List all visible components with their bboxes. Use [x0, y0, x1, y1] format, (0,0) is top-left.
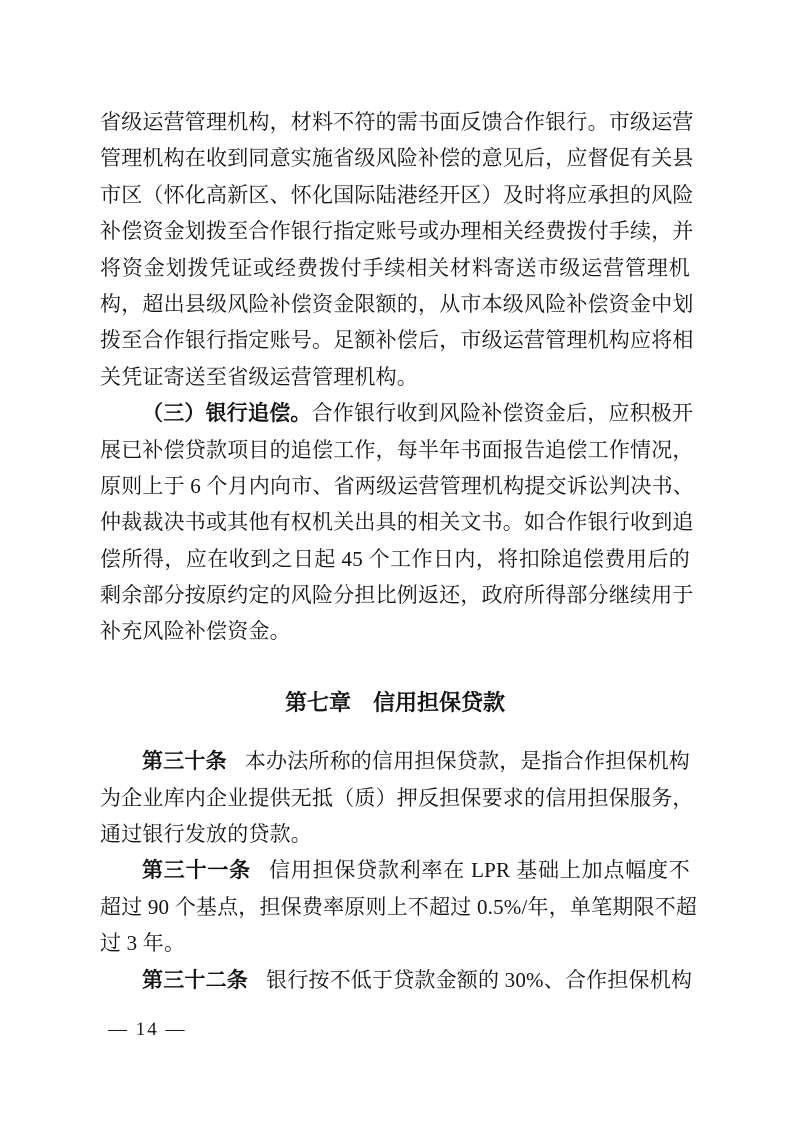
body-text: [100, 104, 698, 998]
text-line: 将资金划拨凭证或经费拨付手续相关材料寄送市级运营管理机: [100, 255, 690, 280]
text-line: [100, 743, 690, 779]
item-lead-label: （三）银行追偿。: [142, 402, 312, 426]
page-number: — 14 —: [108, 1019, 187, 1040]
article-number-label: 第三十一条: [142, 859, 251, 883]
text-line: 过 3 年。: [100, 931, 186, 956]
text-segment: 本办法所称的信用担保贷款，是指合作担保机构: [244, 749, 691, 774]
paragraph-article-30: [100, 743, 694, 852]
text-line: 市区（怀化高新区、怀化国际陆港经开区）及时将应承担的风险: [100, 182, 694, 207]
text-line: 通过银行发放的贷款。: [100, 822, 312, 847]
article-number-label: 第三十条: [142, 750, 227, 774]
text-line: 偿所得，应在收到之日起 45 个工作日内，将扣除追偿费用后的: [100, 546, 690, 571]
text-line: 关凭证寄送至省级运营管理机构。: [100, 364, 418, 389]
article-number-label: 第三十二条: [142, 968, 248, 992]
text-line: [100, 395, 694, 431]
text-line: 补偿资金划拨至合作银行指定账号或办理相关经费拨付手续，并: [100, 219, 694, 244]
text-line: 原则上于 6 个月内向市、省两级运营管理机构提交诉讼判决书、: [100, 473, 694, 498]
text-segment: 银行按不低于贷款金额的 30%、合作担保机构: [266, 967, 693, 992]
text-line: 为企业库内企业提供无抵（质）押反担保要求的信用担保服务，: [100, 785, 694, 810]
paragraph-article-32: [100, 962, 693, 998]
text-segment: 合作银行收到风险补偿资金后，应积极开: [311, 401, 694, 426]
text-line: 剩余部分按原约定的风险分担比例返还，政府所得部分继续用于: [100, 583, 694, 608]
paragraph-article-31: [100, 852, 698, 961]
text-line: [100, 962, 693, 998]
text-line: 构，超出县级风险补偿资金限额的，从市本级风险补偿资金中划: [100, 291, 694, 316]
paragraph-bank-recovery: [100, 395, 694, 650]
text-line: 展已补偿贷款项目的追偿工作，每半年书面报告追偿工作情况，: [100, 437, 694, 462]
text-line: 补充风险补偿资金。: [100, 619, 291, 644]
text-segment: 信用担保贷款利率在 LPR 基础上加点幅度不: [268, 858, 690, 883]
text-line: [100, 852, 690, 888]
paragraph-risk-compensation: [100, 104, 694, 395]
text-line: 仲裁裁决书或其他有权机关出具的相关文书。如合作银行收到追: [100, 510, 694, 535]
text-line: 拨至合作银行指定账号。足额补偿后，市级运营管理机构应将相: [100, 328, 694, 353]
text-line: 管理机构在收到同意实施省级风险补偿的意见后，应督促有关县: [100, 146, 694, 171]
text-line: 省级运营管理机构，材料不符的需书面反馈合作银行。市级运营: [100, 110, 694, 134]
chapter-heading: 第七章 信用担保贷款: [284, 689, 505, 715]
text-line: 超过 90 个基点，担保费率原则上不超过 0.5%/年，单笔期限不超: [100, 894, 698, 919]
